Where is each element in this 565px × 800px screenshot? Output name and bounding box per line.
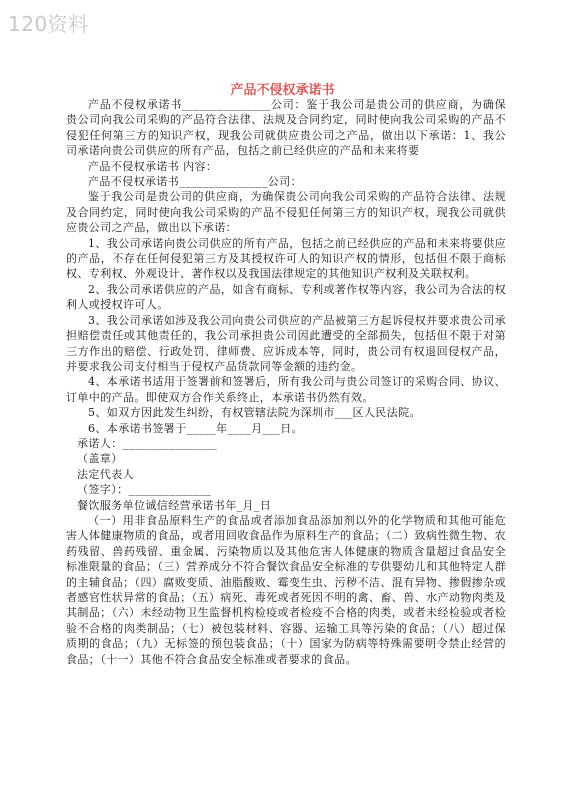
clause-2: 2、我公司承诺供应的产品，如含有商标、专利或著作权等内容，我公司为合法的权利人或授权许可人。 [66,282,506,312]
intro-paragraph: 产品不侵权承诺书_______________公司：鉴于我公司是贵公司的供应商，为确保贵公司向我公司采购的产品符合法律、法规及合同约定，同时使向我公司采购的产品不侵犯任何第三方的知识产权，现我公司就供应贵公司之产品，做出以下承诺：1、我公司承诺向贵公司供应的所有产品，包括之前已经供应的产品和未来将要 [66,98,506,158]
clause-5: 5、如双方因此发生纠纷，有权管辖法院为深圳市___区人民法院。 [88,406,421,420]
addressee-line: 产品不侵权承诺书_______________公司： [88,175,302,189]
signer-line: 承诺人：________________ [77,436,217,450]
document-body [66,97,506,667]
clause-6: 6、本承诺书签署于_____年____月___日。 [88,421,303,435]
second-title-line: 餐饮服务单位诚信经营承诺书年_月_日 [77,498,272,512]
document-title: 产品不侵权承诺书 [230,83,335,98]
preamble-paragraph: 鉴于我公司是贵公司的供应商，为确保贵公司向我公司采购的产品符合法律、法规及合同约定，同时使向我公司采购的产品不侵犯任何第三方的知识产权，现我公司就供应贵公司之产品，做出以下承诺： [66,190,506,235]
watermark-logo: 120资料 [8,12,89,36]
clause-4: 4、本承诺书适用于签署前和签署后，所有我公司与贵公司签订的采购合同、协议、订单中的产品。即使双方合作关系终止，本承诺书仍然有效。 [66,375,506,404]
clause-3: 3、我公司承诺如涉及我公司向贵公司供应的产品被第三方起诉侵权并要求贵公司承担赔偿责任或其他责任的，我公司承担贵公司因此遭受的全部损失，包括但不限于对第三方作出的赔偿、行政处罚、律师费、应诉成本等，同时，贵公司有权退回侵权产品，并要求我公司支付相当于侵权产品货款同等金额的违约金。 [66,313,506,373]
legal-rep-line: 法定代表人 [77,467,134,481]
clause-1: 1、我公司承诺向贵公司供应的所有产品，包括之前已经供应的产品和未来将要供应的产品，不存在任何侵犯第三方及其授权许可人的知识产权的情形，包括但不限于商标权、专利权、外观设计、著作权以及我国法律规定的其他知识产权利及关联权利。 [66,236,506,281]
signature-line: （签字）：______________ [77,483,212,497]
content-heading: 产品不侵权承诺书 内容： [88,159,218,173]
seal-line: （盖章） [77,452,123,466]
food-safety-paragraph: （一）用非食品原料生产的食品或者添加食品添加剂以外的化学物质和其他可能危害人体健康物质的食品，或者用回收食品作为原料生产的食品；（二）致病性微生物、农药残留、兽药残留、重金属、污染物质以及其他危害人体健康的物质含量超过食品安全标准限量的食品；（三）营养成分不符合餐饮食品安全标准的专供婴幼儿和其他特定人群的主辅食品；（四）腐败变质、油脂酸败、霉变生虫、污秽不洁、混有异物、掺假掺杂或者感官性状异常的食品；（五）病死、毒死或者死因不明的禽、畜、兽、水产动物肉类及其制品；（六）未经动物卫生监督机构检疫或者检疫不合格的肉类，或者未经检验或者检验不合格的肉类制品；（七）被包装材料、容器、运输工具等污染的食品；（八）超过保质期的食品；（九）无标签的预包装食品；（十）国家为防病等特殊需要明令禁止经营的食品；（十一）其他不符合食品安全标准或者要求的食品。 [66,513,506,666]
